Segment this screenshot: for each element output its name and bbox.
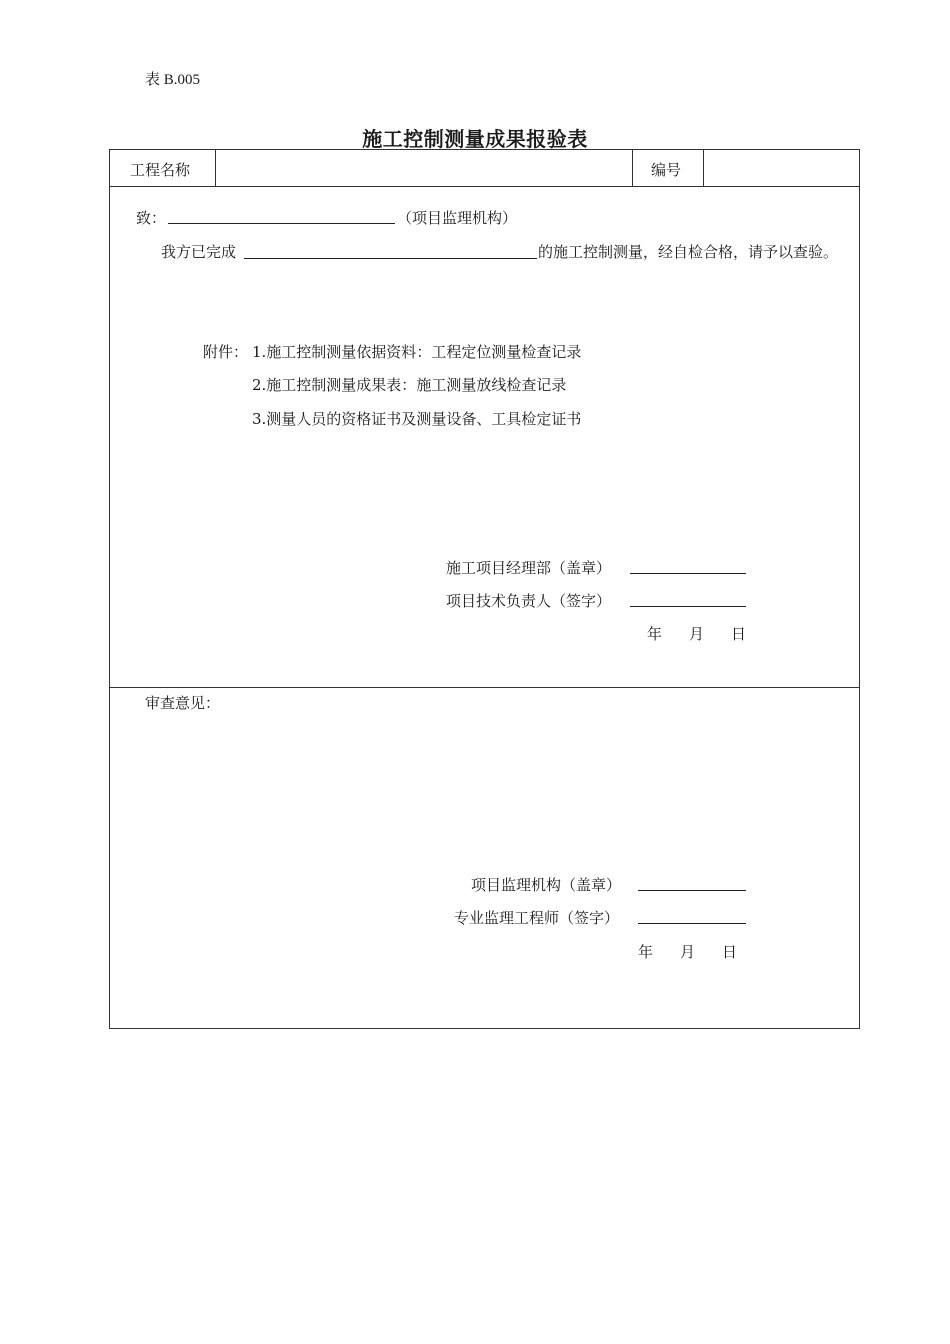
header-col-divider-3	[703, 149, 704, 187]
review-opinion-field[interactable]	[225, 715, 825, 855]
attachment-item-3: 3.测量人员的资格证书及测量设备、工具检定证书	[252, 410, 582, 428]
dept-stamp-blank[interactable]	[630, 573, 746, 574]
statement-prefix: 我方已完成	[161, 243, 237, 261]
submission-date-month: 月	[689, 625, 705, 643]
document-title: 施工控制测量成果报验表	[362, 127, 588, 151]
completed-work-blank[interactable]	[244, 258, 537, 259]
attachment-item-2: 2.施工控制测量成果表：施工测量放线检查记录	[252, 376, 567, 394]
engineer-sign-label: 专业监理工程师（签字）	[454, 909, 620, 927]
review-section-divider	[109, 687, 860, 688]
to-suffix: （项目监理机构）	[397, 209, 518, 227]
org-stamp-blank[interactable]	[638, 890, 746, 891]
tech-sign-blank[interactable]	[630, 606, 746, 607]
review-date-year: 年	[638, 943, 654, 961]
header-col-divider-2	[632, 149, 633, 187]
number-label: 编号	[651, 161, 682, 179]
attachments-label: 附件：	[203, 343, 249, 361]
form-table	[109, 149, 860, 1029]
dept-stamp-label: 施工项目经理部（盖章）	[446, 559, 612, 577]
attachment-item-1: 1.施工控制测量依据资料：工程定位测量检查记录	[252, 343, 582, 361]
header-col-divider-1	[215, 149, 216, 187]
review-opinion-label: 审查意见：	[145, 694, 221, 712]
header-row-divider	[109, 186, 860, 187]
to-label: 致：	[136, 209, 167, 227]
review-date-day: 日	[722, 943, 738, 961]
tech-sign-label: 项目技术负责人（签字）	[446, 592, 612, 610]
statement-suffix: 的施工控制测量，经自检合格，请予以查验。	[538, 243, 839, 261]
submission-date-year: 年	[647, 625, 663, 643]
org-stamp-label: 项目监理机构（盖章）	[471, 876, 622, 894]
project-name-label: 工程名称	[130, 161, 191, 179]
engineer-sign-blank[interactable]	[638, 923, 746, 924]
submission-date-day: 日	[731, 625, 747, 643]
form-code: 表 B.005	[145, 72, 201, 88]
supervision-org-blank[interactable]	[168, 223, 395, 224]
review-date-month: 月	[680, 943, 696, 961]
